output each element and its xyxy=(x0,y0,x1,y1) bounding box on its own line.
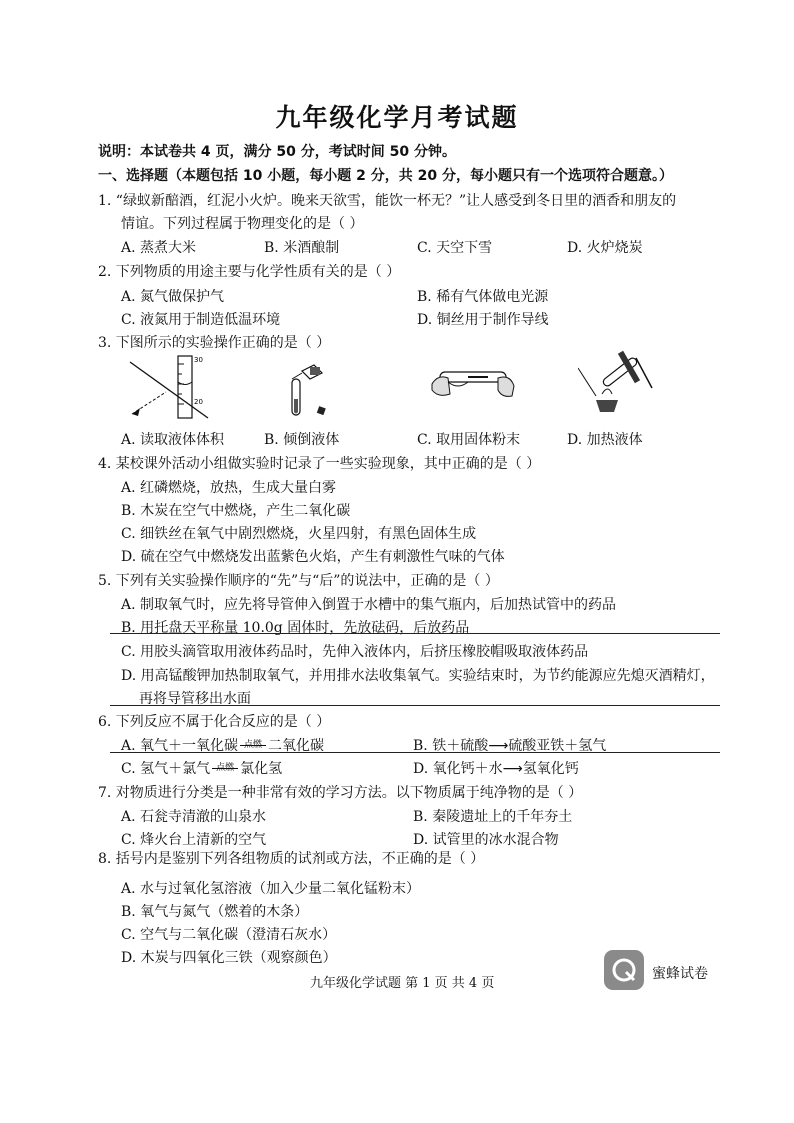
underline-mark xyxy=(110,752,720,753)
cylinder-label-top: 30 xyxy=(194,356,203,364)
lab-diagram-solid-powder xyxy=(428,360,518,406)
q1-option-d: D. 火炉烧炭 xyxy=(567,240,643,256)
underline-mark xyxy=(110,705,720,706)
underline-mark xyxy=(110,633,720,634)
q1-option-c: C. 天空下雪 xyxy=(417,240,493,256)
q3-option-b: B. 倾倒液体 xyxy=(264,432,340,448)
q1-option-b: B. 米酒酿制 xyxy=(264,240,340,256)
q3-option-c: C. 取用固体粉末 xyxy=(417,432,521,448)
reaction-arrow: ⟶ xyxy=(488,738,509,754)
page-title: 九年级化学月考试题 xyxy=(275,103,519,132)
q2-option-d: D. 铜丝用于制作导线 xyxy=(417,312,549,328)
q2-option-a: A. 氮气做保护气 xyxy=(121,289,225,305)
q6-c-product: 氯化氢 xyxy=(240,761,283,777)
lab-diagram-pouring-liquid xyxy=(280,357,330,419)
brand-logo-icon xyxy=(604,950,644,990)
q6-c-reactants: C. 氢气＋氯气 xyxy=(121,761,211,777)
q1-option-a: A. 蒸煮大米 xyxy=(121,240,197,256)
question-1-stem-cont: 情谊。下列过程属于物理变化的是（ ） xyxy=(121,216,364,232)
q7-option-b: B. 秦陵遗址上的千年夯土 xyxy=(413,809,573,825)
lab-diagram-heating-liquid xyxy=(578,348,658,420)
question-7-stem: 7. 对物质进行分类是一种非常有效的学习方法。以下物质属于纯净物的是（ ） xyxy=(98,785,583,801)
q6-d-product: 氢氧化钙 xyxy=(522,761,579,777)
question-1-stem: 1. “绿蚁新醅酒，红泥小火炉。晚来天欲雪，能饮一杯无？”让人感受到冬日里的酒香和朋友的 xyxy=(98,193,677,209)
brand-name: 蜜蜂试卷 xyxy=(652,966,708,982)
question-4-stem: 4. 某校课外活动小组做实验时记录了一些实验现象，其中正确的是（ ） xyxy=(98,456,541,472)
q8-option-b: B. 氧气与氮气（燃着的木条） xyxy=(121,904,309,920)
reaction-arrow xyxy=(240,740,266,750)
reaction-arrow: ⟶ xyxy=(502,761,523,777)
question-2-stem: 2. 下列物质的用途主要与化学性质有关的是（ ） xyxy=(98,264,401,280)
question-3-stem: 3. 下图所示的实验操作正确的是（ ） xyxy=(98,335,331,351)
q7-option-c: C. 烽火台上清新的空气 xyxy=(121,832,267,848)
q8-option-c: C. 空气与二氧化碳（澄清石灰水） xyxy=(121,927,337,943)
q8-option-a: A. 水与过氧化氢溶液（加入少量二氧化锰粉末） xyxy=(121,881,421,897)
q6-option-d xyxy=(413,758,579,778)
q4-option-a: A. 红磷燃烧，放热，生成大量白雾 xyxy=(121,480,337,496)
q2-option-b: B. 稀有气体做电光源 xyxy=(417,289,549,305)
page-footer: 九年级化学试题 第 1 页 共 4 页 xyxy=(310,976,495,991)
q5-option-d: D. 用高锰酸钾加热制取氧气，并用排水法收集氧气。实验结束时，为节约能源应先熄灭酒精灯， xyxy=(121,668,715,684)
reaction-condition: 点燃 xyxy=(216,763,235,773)
q4-option-c: C. 细铁丝在氧气中剧烈燃烧，火星四射，有黑色固体生成 xyxy=(121,526,477,542)
q5-option-c: C. 用胶头滴管取用液体药品时，先伸入液体内，后挤压橡胶帽吸取液体药品 xyxy=(121,644,589,660)
q7-option-a: A. 石瓮寺清澈的山泉水 xyxy=(121,809,267,825)
q6-d-reactants: D. 氧化钙＋水 xyxy=(413,761,503,777)
q5-option-a: A. 制取氧气时，应先将导管伸入倒置于水槽中的集气瓶内，后加热试管中的药品 xyxy=(121,597,617,613)
lab-diagram-graduated-cylinder xyxy=(128,352,218,422)
q6-b-reactants: B. 铁＋硫酸 xyxy=(413,738,489,754)
q3-option-a: A. 读取液体体积 xyxy=(121,432,225,448)
q6-a-product: 二氧化碳 xyxy=(268,738,325,754)
question-5-stem: 5. 下列有关实验操作顺序的“先”与“后”的说法中，正确的是（ ） xyxy=(98,573,499,589)
q2-option-c: C. 液氮用于制造低温环境 xyxy=(121,312,281,328)
reaction-condition: 点燃 xyxy=(244,740,263,750)
q7-option-d: D. 试管里的冰水混合物 xyxy=(413,832,559,848)
exam-instructions: 说明：本试卷共 4 页，满分 50 分，考试时间 50 分钟。 xyxy=(98,144,456,160)
q5-option-d-cont: 再将导管移出水面 xyxy=(139,691,251,707)
q6-option-c xyxy=(121,758,282,778)
q8-option-d: D. 木炭与四氧化三铁（观察颜色） xyxy=(121,950,337,966)
question-6-stem: 6. 下列反应不属于化合反应的是（ ） xyxy=(98,714,331,730)
cylinder-label-bottom: 20 xyxy=(194,398,203,406)
q3-option-d: D. 加热液体 xyxy=(567,432,643,448)
q6-a-reactants: A. 氧气＋一氧化碳 xyxy=(121,738,239,754)
q4-option-d: D. 硫在空气中燃烧发出蓝紫色火焰，产生有刺激性气味的气体 xyxy=(121,549,505,565)
q5-option-b: B. 用托盘天平称量 10.0g 固体时，先放砝码，后放药品 xyxy=(121,620,470,636)
reaction-arrow xyxy=(212,763,238,773)
q6-b-products: 硫酸亚铁＋氢气 xyxy=(508,738,607,754)
q4-option-b: B. 木炭在空气中燃烧，产生二氧化碳 xyxy=(121,503,351,519)
question-8-stem: 8. 括号内是鉴别下列各组物质的试剂或方法，不正确的是（ ） xyxy=(98,851,485,867)
section-heading: 一、选择题（本题包括 10 小题，每小题 2 分，共 20 分，每小题只有一个选项符合题意。） xyxy=(98,168,673,184)
